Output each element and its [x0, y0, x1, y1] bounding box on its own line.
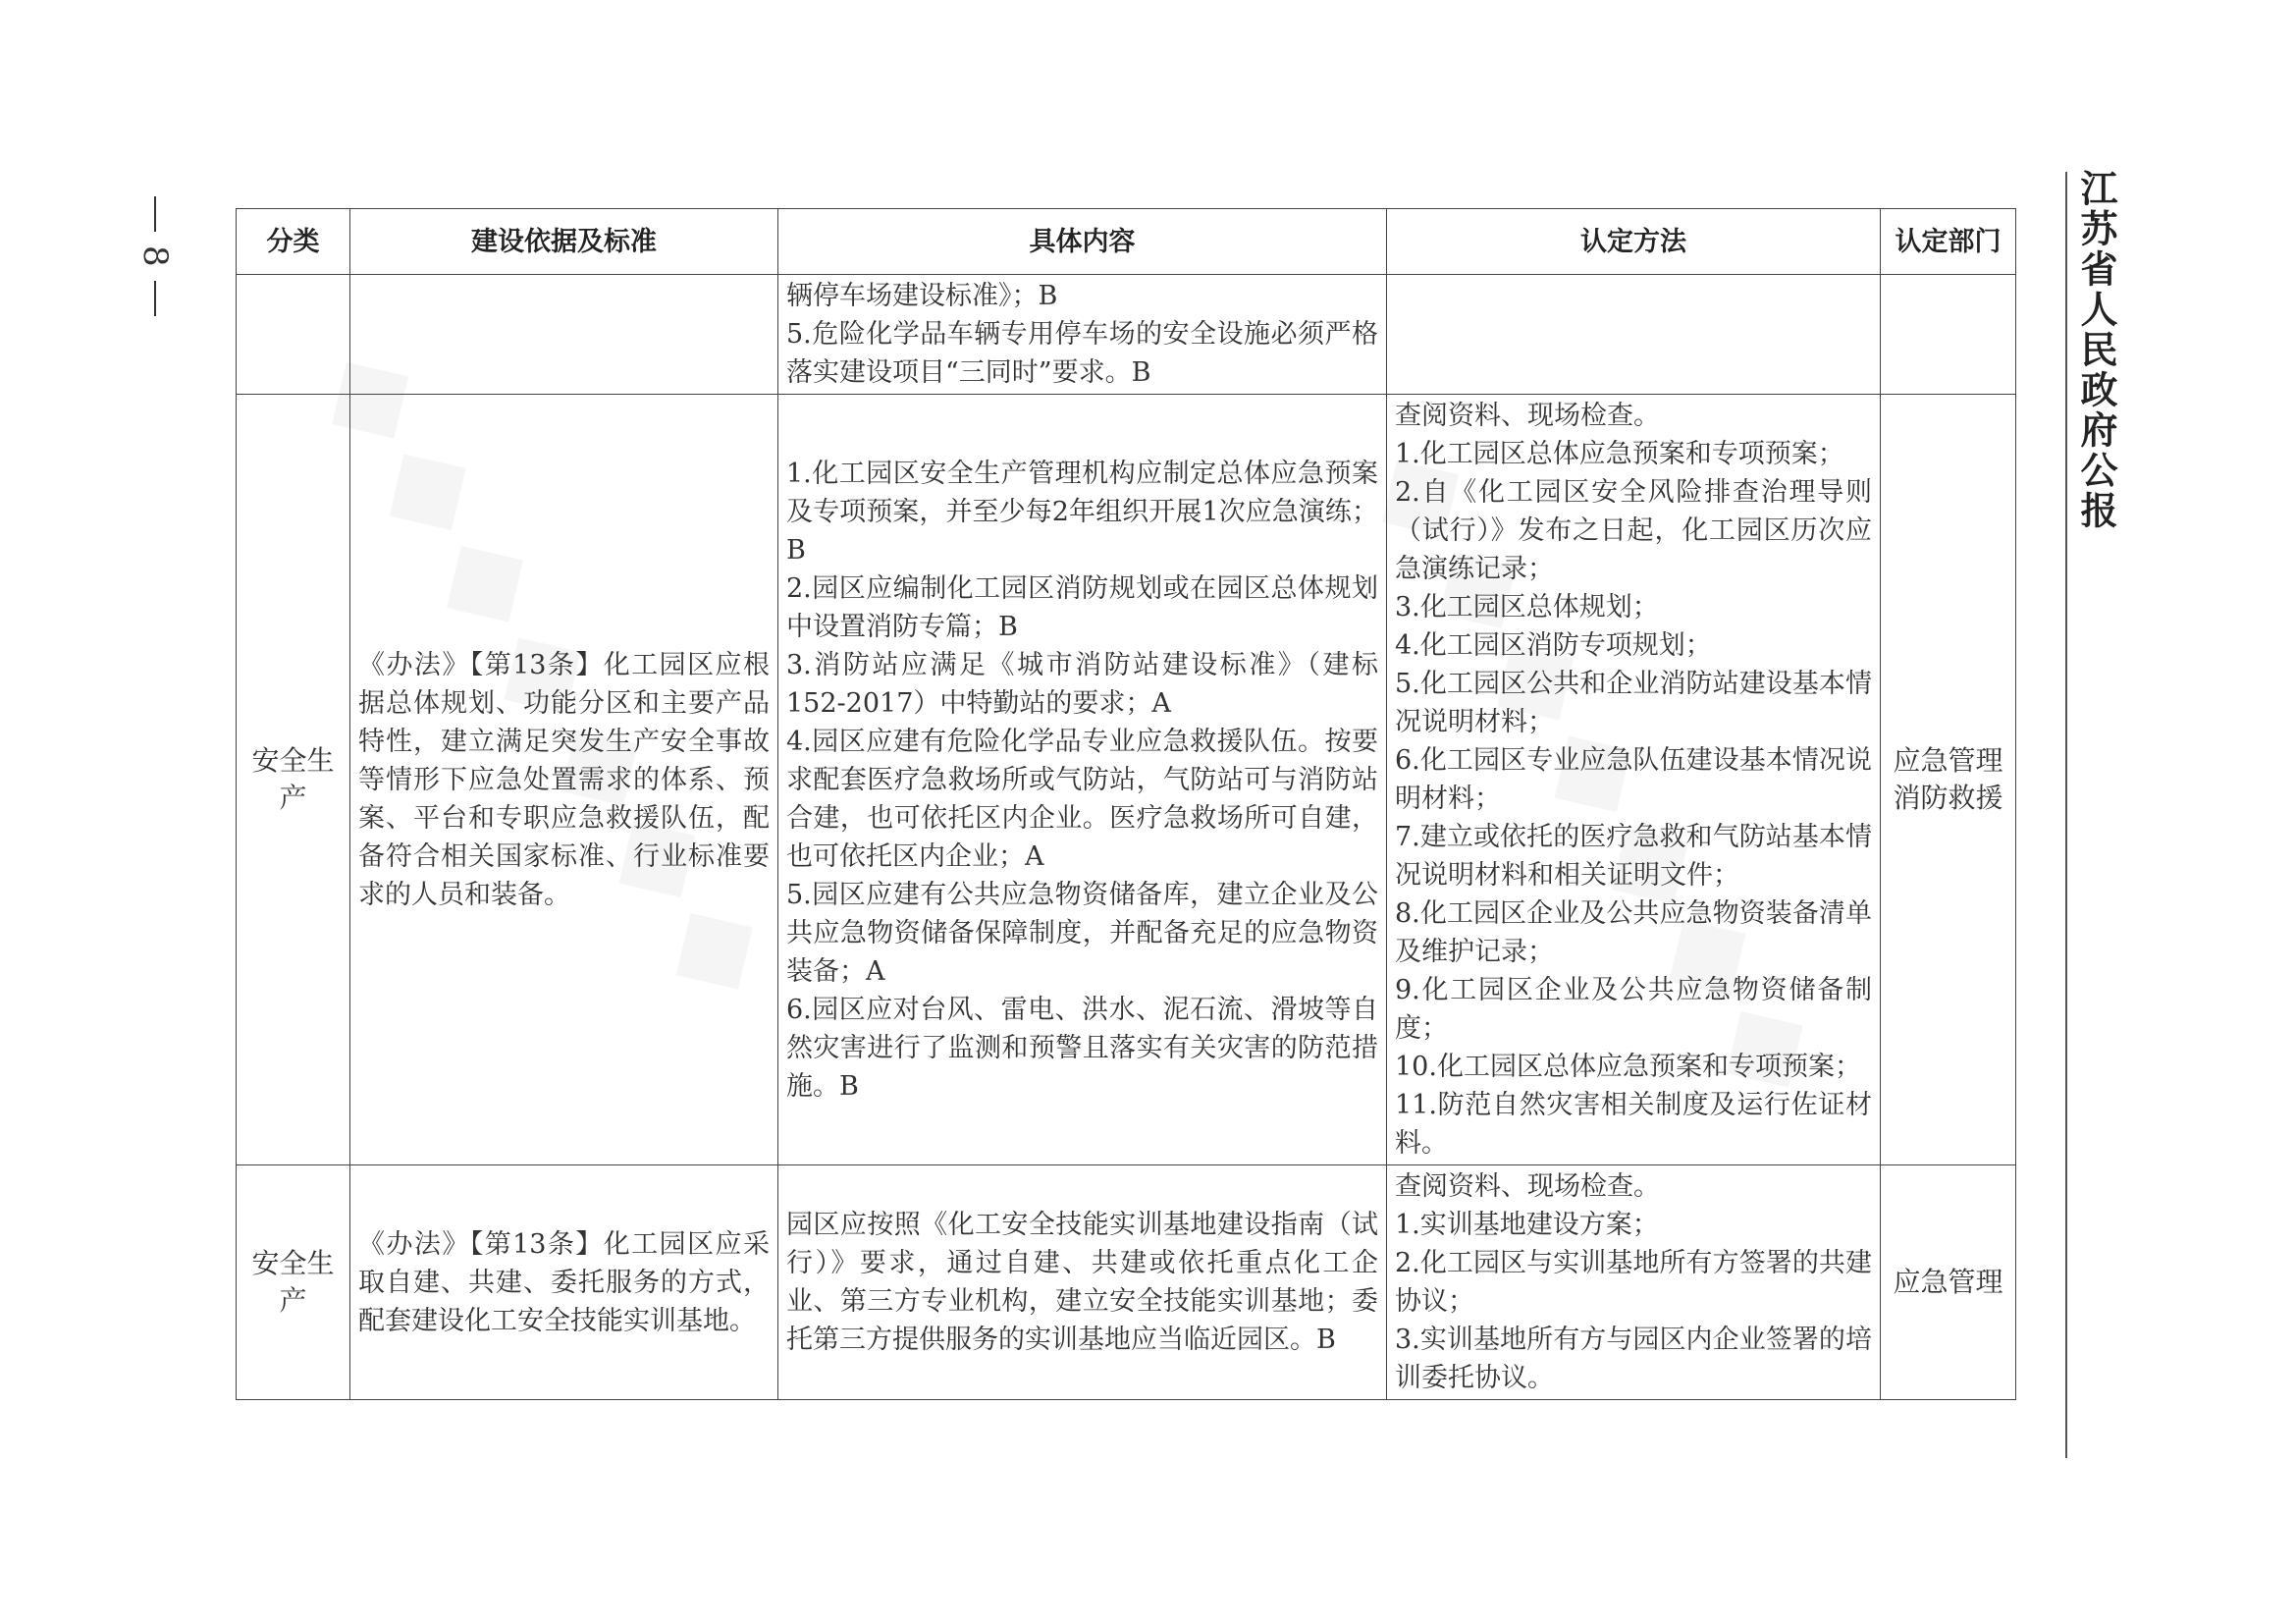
method-item: 查阅资料、现场检查。 — [1395, 1171, 1660, 1202]
content-item: 5.园区应建有公共应急物资储备库，建立企业及公共应急物资储备保障制度，并配备充足的应急物资装备；A — [786, 879, 1378, 987]
page-number-dash — [154, 281, 156, 316]
method-item: 1.实训基地建设方案； — [1395, 1210, 1659, 1240]
method-cell — [1387, 395, 1881, 1165]
method-item: 3.实训基地所有方与园区内企业签署的培训委托协议。 — [1395, 1325, 1872, 1393]
content-cell — [778, 1165, 1387, 1400]
content-item: 6.园区应对台风、雷电、洪水、泥石流、滑坡等自然灾害进行了监测和预警且落实有关灾害的防范措施。B — [786, 994, 1378, 1102]
content-item: 2.园区应编制化工园区消防规划或在园区总体规划中设置消防专篇；B — [786, 572, 1378, 642]
header-method: 认定方法 — [1387, 209, 1881, 275]
header-dept: 认定部门 — [1881, 209, 2016, 275]
basis-cell: 《办法》【第13条】化工园区应根据总体规划、功能分区和主要产品特性，建立满足突发生产安全事故等情形下应急处置需求的体系、预案、平台和专职应急救援队伍，配备符合相关国家标准、行业标准要求的人员和装备。 — [350, 395, 778, 1165]
method-item: 2.化工园区与实训基地所有方签署的共建协议； — [1395, 1248, 1872, 1317]
category-cell — [237, 275, 350, 395]
basis-cell — [350, 275, 778, 395]
content-item: 1.化工园区安全生产管理机构应制定总体应急预案及专项预案，并至少每2年组织开展1次应急演练；B — [786, 458, 1378, 566]
page-number-value: 8 — [135, 245, 175, 267]
method-item: 4.化工园区消防专项规划； — [1395, 630, 1712, 661]
method-item: 2.自《化工园区安全风险排查治理导则（试行）》发布之日起，化工园区历次应急演练记录； — [1395, 477, 1872, 584]
method-item: 8.化工园区企业及公共应急物资装备清单及维护记录； — [1395, 898, 1872, 967]
content-item: 5.危险化学品车辆专用停车场的安全设施必须严格落实建设项目“三同时”要求。B — [786, 319, 1378, 388]
page-number — [135, 196, 175, 344]
method-item: 查阅资料、现场检查。 — [1395, 401, 1660, 431]
table-header-row — [237, 209, 2016, 275]
dept-cell — [1881, 275, 2016, 395]
method-item: 5.化工园区公共和企业消防站建设基本情况说明材料； — [1395, 669, 1872, 737]
dept-cell: 应急管理 — [1881, 1165, 2016, 1400]
header-category: 分类 — [237, 209, 350, 275]
table-row — [237, 395, 2016, 1165]
method-item: 11.防范自然灾害相关制度及运行佐证材料。 — [1395, 1090, 1872, 1159]
content-cell — [778, 275, 1387, 395]
journal-title: 江苏省人民政府公报 — [2074, 169, 2118, 531]
basis-cell: 《办法》【第13条】化工园区应采取自建、共建、委托服务的方式，配套建设化工安全技能实训基地。 — [350, 1165, 778, 1400]
method-item: 9.化工园区企业及公共应急物资储备制度； — [1395, 975, 1872, 1044]
method-cell — [1387, 275, 1881, 395]
standards-table — [236, 208, 2016, 1400]
method-item: 10.化工园区总体应急预案和专项预案； — [1395, 1052, 1861, 1082]
page-number-dash — [154, 196, 156, 232]
content-item: 3.消防站应满足《城市消防站建设标准》（建标152-2017）中特勤站的要求；A — [786, 649, 1378, 719]
content-item: 园区应按照《化工安全技能实训基地建设指南（试行）》要求，通过自建、共建或依托重点化工企业、第三方专业机构，建立安全技能实训基地；委托第三方提供服务的实训基地应当临近园区。B — [786, 1210, 1378, 1355]
content-item: 辆停车场建设标准》；B — [786, 281, 1058, 311]
table-row — [237, 275, 2016, 395]
method-cell — [1387, 1165, 1881, 1400]
table-row — [237, 1165, 2016, 1400]
category-cell: 安全生产 — [237, 1165, 350, 1400]
header-content: 具体内容 — [778, 209, 1387, 275]
method-item: 6.化工园区专业应急队伍建设基本情况说明材料； — [1395, 745, 1872, 814]
content-item: 4.园区应建有危险化学品专业应急救援队伍。按要求配套医疗急救场所或气防站，气防站可与消防站合建，也可依托区内企业。医疗急救场所可自建，也可依托区内企业；A — [786, 726, 1378, 872]
method-item: 1.化工园区总体应急预案和专项预案； — [1395, 439, 1844, 469]
header-basis: 建设依据及标准 — [350, 209, 778, 275]
method-item: 3.化工园区总体规划； — [1395, 592, 1659, 623]
content-cell — [778, 395, 1387, 1165]
header-rule — [2065, 172, 2067, 1458]
category-cell: 安全生产 — [237, 395, 350, 1165]
dept-cell: 应急管理消防救援 — [1881, 395, 2016, 1165]
method-item: 7.建立或依托的医疗急救和气防站基本情况说明材料和相关证明文件； — [1395, 822, 1872, 891]
